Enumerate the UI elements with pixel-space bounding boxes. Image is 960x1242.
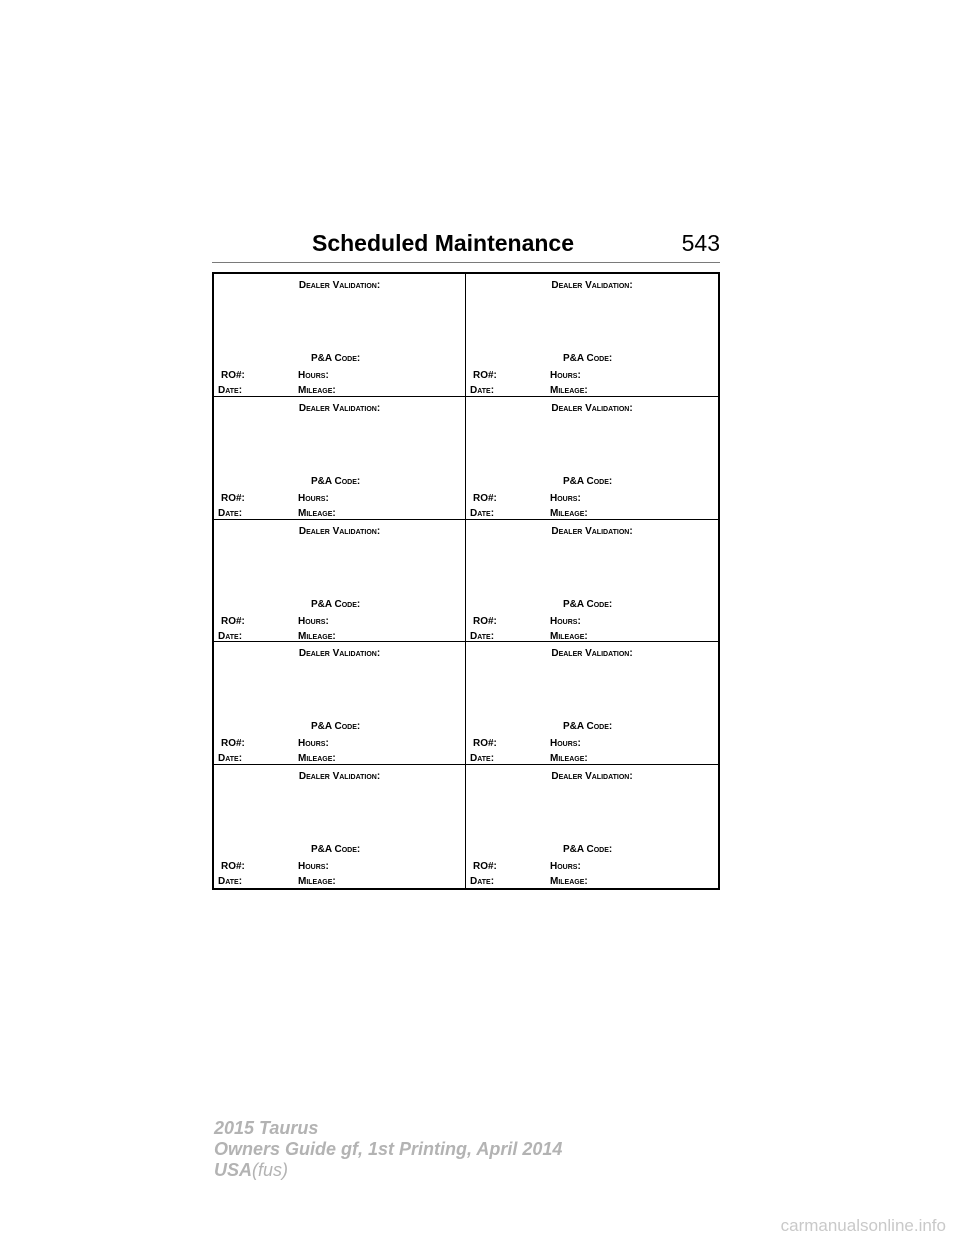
- mileage-label: Mileage:: [298, 630, 336, 642]
- pa-code-label: P&A Code:: [311, 721, 361, 733]
- footer-region-main: USA: [214, 1160, 253, 1180]
- hours-label: Hours:: [298, 615, 329, 627]
- mileage-label: Mileage:: [298, 753, 336, 765]
- dealer-validation-label: Dealer Validation:: [298, 648, 381, 660]
- pa-code-label: P&A Code:: [563, 598, 613, 610]
- ro-number-label: RO#:: [473, 370, 497, 381]
- validation-cell: [214, 397, 466, 520]
- pa-code-label: P&A Code:: [563, 721, 613, 733]
- hours-label: Hours:: [550, 370, 581, 381]
- mileage-label: Mileage:: [550, 507, 588, 519]
- mileage-label: Mileage:: [550, 753, 588, 765]
- pa-code-label: P&A Code:: [563, 353, 613, 364]
- dealer-validation-label: Dealer Validation:: [551, 525, 633, 537]
- dealer-validation-label: Dealer Validation:: [551, 402, 633, 414]
- hours-label: Hours:: [298, 738, 329, 750]
- page-number: 543: [681, 230, 720, 256]
- hours-label: Hours:: [298, 861, 329, 873]
- document-footer: [214, 1118, 562, 1181]
- footer-region: [214, 1160, 562, 1181]
- validation-cell: [466, 274, 718, 397]
- validation-cell: [466, 765, 718, 888]
- date-label: Date:: [470, 876, 495, 888]
- hours-label: Hours:: [298, 370, 329, 381]
- date-label: Date:: [470, 630, 495, 642]
- date-label: Date:: [470, 385, 495, 396]
- validation-cell: [466, 397, 718, 520]
- validation-cell: [466, 520, 718, 643]
- footer-region-suffix: (fus): [252, 1160, 289, 1180]
- hours-label: Hours:: [298, 492, 329, 504]
- hours-label: Hours:: [550, 492, 581, 504]
- dealer-validation-label: Dealer Validation:: [551, 648, 633, 660]
- dealer-validation-label: Dealer Validation:: [298, 525, 381, 537]
- footer-model: 2015 Taurus: [214, 1118, 319, 1138]
- date-label: Date:: [218, 630, 243, 642]
- maintenance-record-grid: [212, 272, 720, 890]
- pa-code-label: P&A Code:: [563, 844, 613, 856]
- page-header: [212, 228, 720, 260]
- footer-edition: Owners Guide gf, 1st Printing, April 2014: [214, 1139, 563, 1159]
- ro-number-label: RO#:: [221, 370, 245, 381]
- date-label: Date:: [218, 876, 243, 888]
- ro-number-label: RO#:: [221, 492, 245, 504]
- pa-code-label: P&A Code:: [563, 475, 613, 487]
- date-label: Date:: [218, 507, 243, 519]
- mileage-label: Mileage:: [550, 385, 588, 396]
- pa-code-label: P&A Code:: [311, 598, 361, 610]
- validation-cell: [466, 642, 718, 765]
- date-label: Date:: [470, 753, 495, 765]
- hours-label: Hours:: [550, 861, 581, 873]
- mileage-label: Mileage:: [550, 876, 588, 888]
- pa-code-label: P&A Code:: [311, 844, 361, 856]
- validation-cell: [214, 520, 466, 643]
- watermark: carmanualsonline.info: [780, 1216, 946, 1235]
- date-label: Date:: [470, 507, 495, 519]
- hours-label: Hours:: [550, 738, 581, 750]
- mileage-label: Mileage:: [298, 876, 336, 888]
- header-divider: [212, 262, 720, 263]
- mileage-label: Mileage:: [298, 507, 336, 519]
- dealer-validation-label: Dealer Validation:: [551, 280, 633, 291]
- validation-cell: [214, 274, 466, 397]
- ro-number-label: RO#:: [473, 492, 497, 504]
- mileage-label: Mileage:: [298, 385, 336, 396]
- date-label: Date:: [218, 753, 243, 765]
- dealer-validation-label: Dealer Validation:: [298, 402, 381, 414]
- ro-number-label: RO#:: [473, 738, 497, 750]
- validation-cell: [214, 765, 466, 888]
- ro-number-label: RO#:: [221, 615, 245, 627]
- dealer-validation-label: Dealer Validation:: [298, 280, 381, 291]
- dealer-validation-label: Dealer Validation:: [551, 771, 633, 783]
- hours-label: Hours:: [550, 615, 581, 627]
- page-title: Scheduled Maintenance: [312, 230, 575, 256]
- ro-number-label: RO#:: [473, 861, 497, 873]
- pa-code-label: P&A Code:: [311, 353, 361, 364]
- validation-cell: [214, 642, 466, 765]
- date-label: Date:: [218, 385, 243, 396]
- ro-number-label: RO#:: [221, 738, 245, 750]
- ro-number-label: RO#:: [473, 615, 497, 627]
- ro-number-label: RO#:: [221, 861, 245, 873]
- dealer-validation-label: Dealer Validation:: [298, 771, 381, 783]
- pa-code-label: P&A Code:: [311, 475, 361, 487]
- mileage-label: Mileage:: [550, 630, 588, 642]
